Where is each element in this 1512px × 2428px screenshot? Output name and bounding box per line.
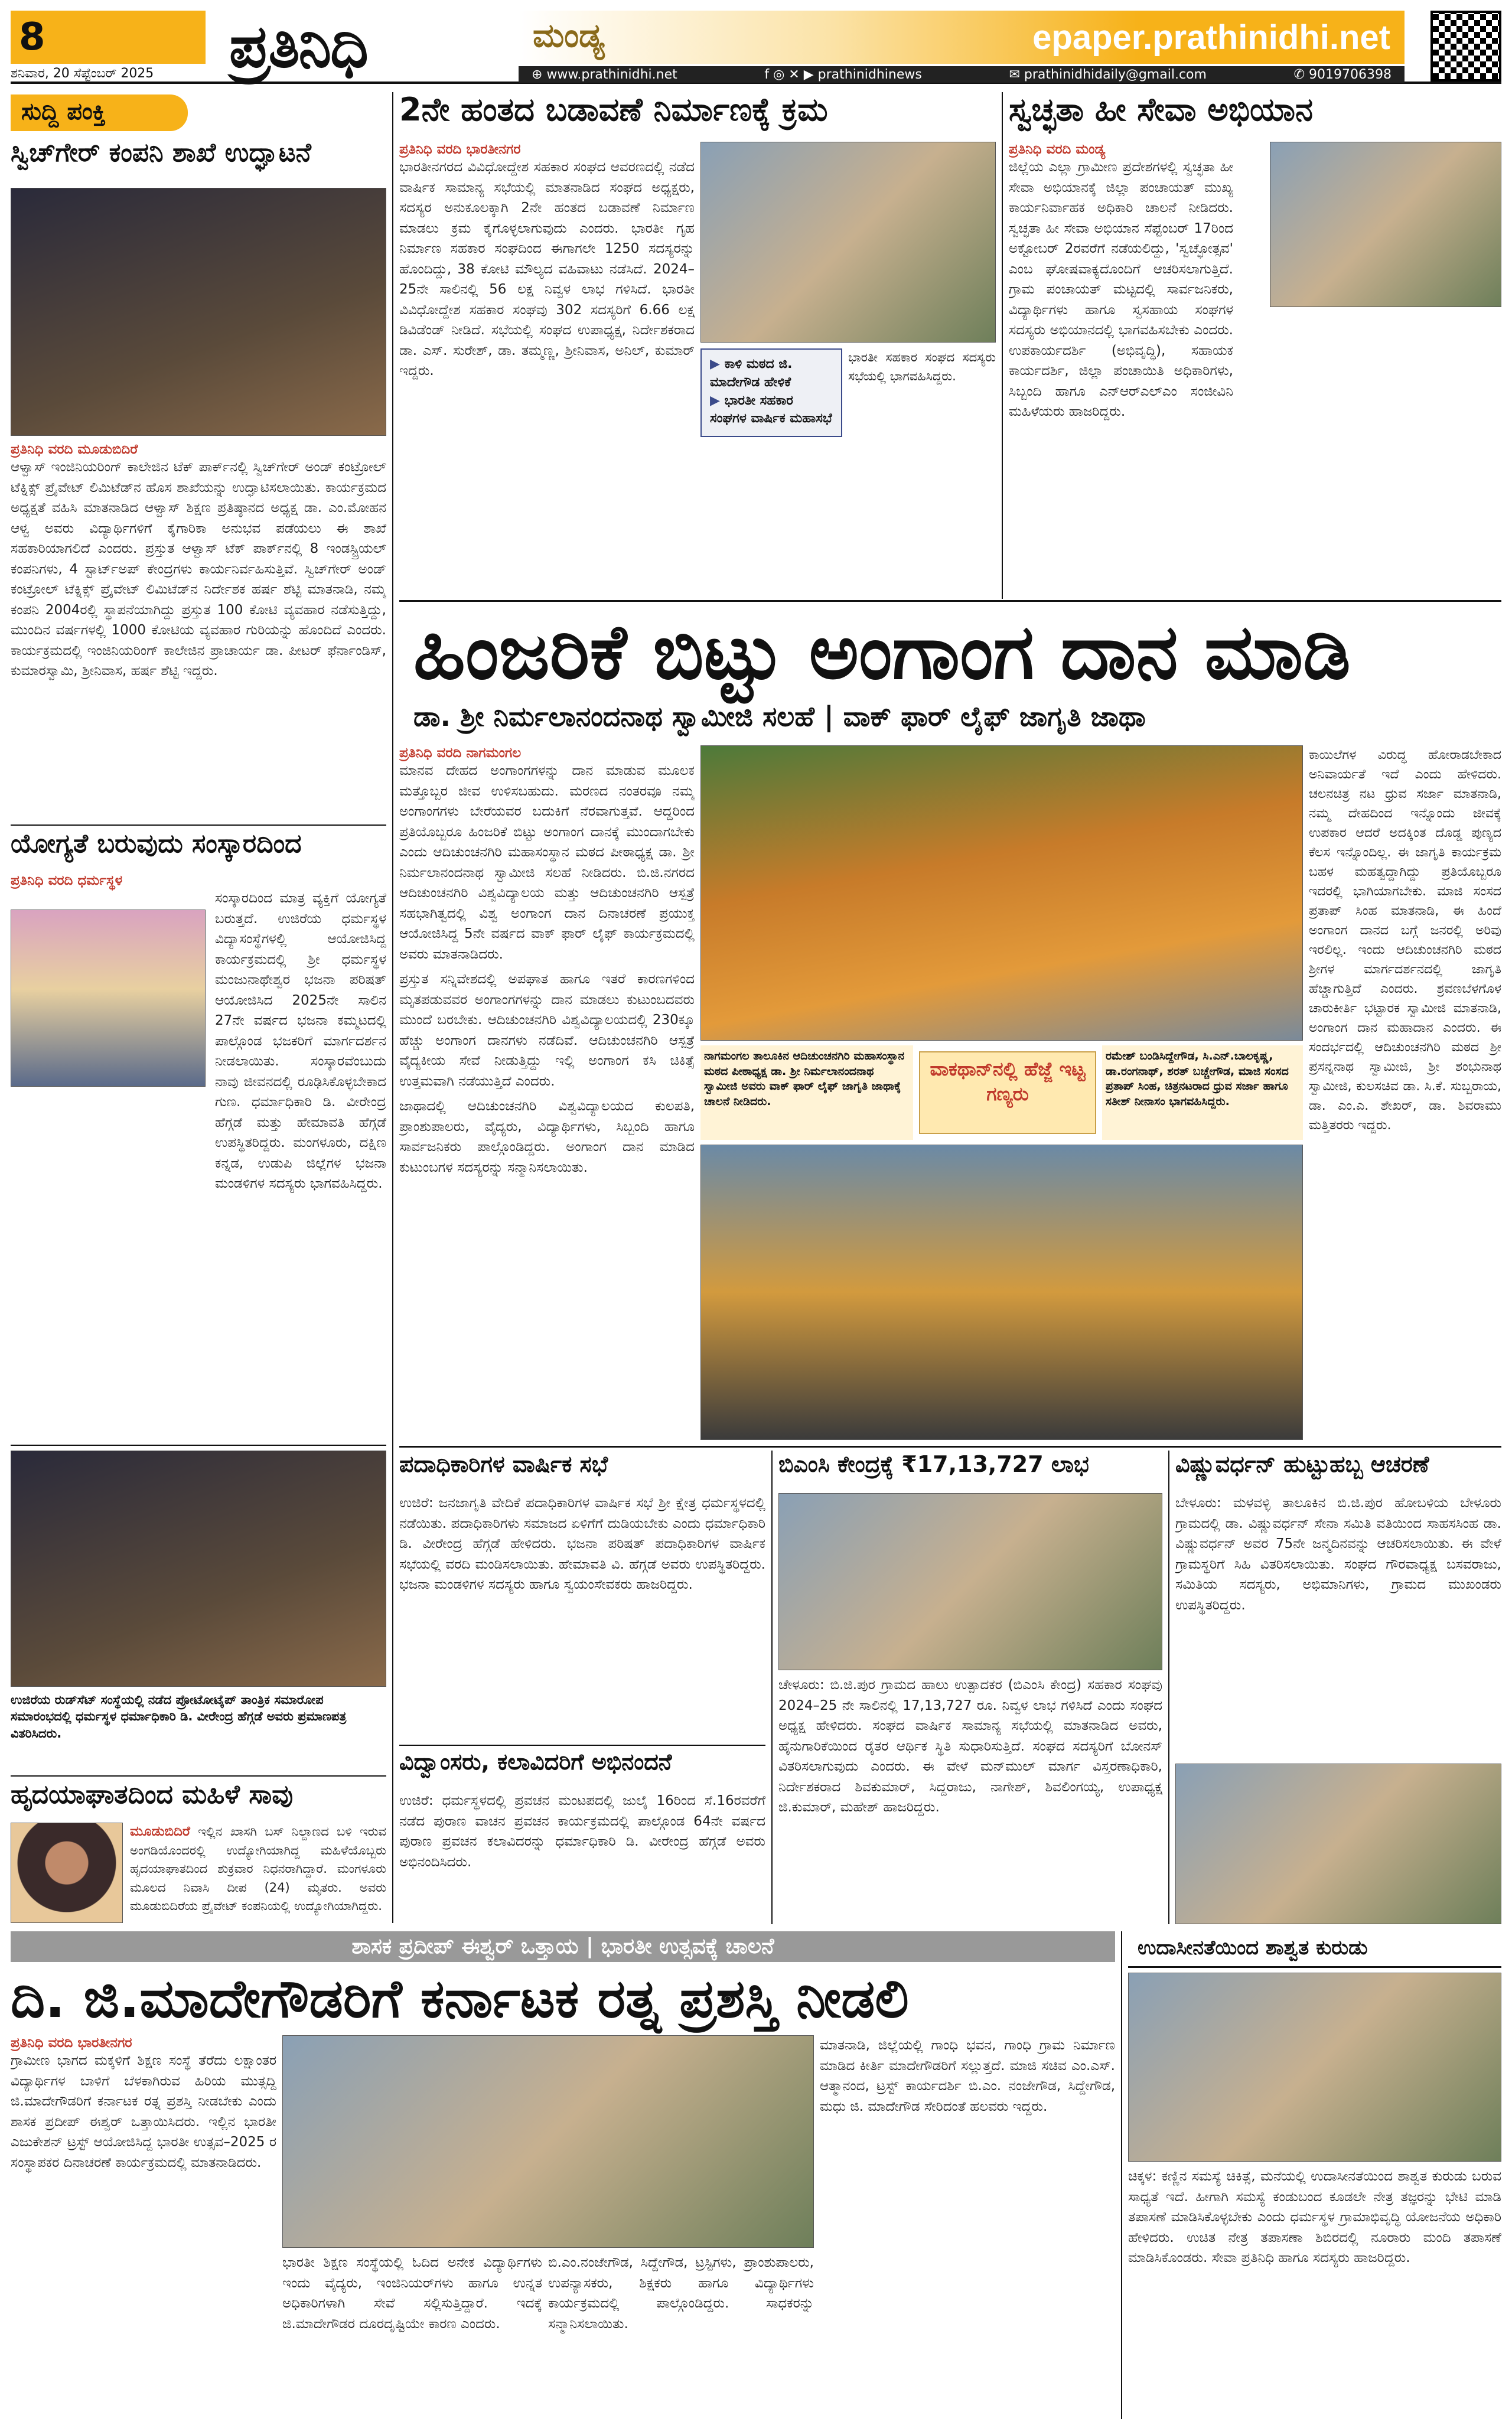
- social-icons: f ◎ ✕ ▶: [764, 67, 818, 82]
- newspaper-logo: ಪ್ರತಿನಿಧಿ: [229, 11, 367, 81]
- website-link[interactable]: ⊕ www.prathinidhi.net: [532, 67, 677, 82]
- story-yogyate-headline: ಯೋಗ್ಯತೆ ಬರುವುದು ಸಂಸ್ಕಾರದಿಂದ: [11, 829, 302, 859]
- issue-date: ಶನಿವಾರ, 20 ಸೆಪ್ಟೆಂಬರ್ 2025: [11, 66, 154, 81]
- bmc-meeting-photo: [778, 1493, 1162, 1670]
- lead-subheadline: ಡಾ. ಶ್ರೀ ನಿರ್ಮಲಾನಂದನಾಥ ಸ್ವಾಮೀಜಿ ಸಲಹೆ | ವಾಕ್ ಫಾರ್ ಲೈಫ್ ಜಾಗೃತಿ ಜಾಥಾ: [413, 700, 1146, 732]
- section-tag: ಸುದ್ದಿ ಪಂಕ್ತಿ: [11, 94, 188, 131]
- masthead: [11, 11, 1501, 84]
- column-rule: [392, 92, 393, 1923]
- divider: [11, 1445, 386, 1446]
- page-number: 8: [11, 11, 206, 64]
- lead-story-col1: ಪ್ರತಿನಿಧಿ ವರದಿ ನಾಗಮಂಗಲ ಮಾನವ ದೇಹದ ಅಂಗಾಂಗಗಳನ್ನು ದಾನ ಮಾಡುವ ಮೂಲಕ ಮತ್ತೊಬ್ಬರ ಜೀವ ಉಳಿಸಬಹುದು. ಮರಣದ ನಂತರವೂ ನಮ್ಮ ಅಂಗಾಂಗಗಳು ಬೇರೆಯವರ ಬದುಕಿಗೆ ನೆರವಾಗುತ್ತವೆ. ಆದ್ದರಿಂದ ಪ್ರತಿಯೊಬ್ಬರೂ ಹಿಂಜರಿಕೆ ಬಿಟ್ಟು ಅಂಗಾಂಗ ದಾನಕ್ಕೆ ಮುಂದಾಗಬೇಕು ಎಂದು ಆದಿಚುಂಚನಗಿರಿ ಮಹಾಸಂಸ್ಥಾನ ಮಠದ ಪೀಠಾಧ್ಯಕ್ಷ ಡಾ. ಶ್ರೀ ನಿರ್ಮಲಾನಂದನಾಥ ಸ್ವಾಮೀಜಿ ಸಲಹೆ ನೀಡಿದರು. ಬಿ.ಜಿ.ನಗರದ ಆದಿಚುಂಚನಗಿರಿ ವಿಶ್ವವಿದ್ಯಾಲಯ ಮತ್ತು ಆದಿಚುಂಚನಗಿರಿ ಆಸ್ಪತ್ರೆ ಸಹಭಾಗಿತ್ವದಲ್ಲಿ ವಿಶ್ವ ಅಂಗಾಂಗ ದಾನ ದಿನಾಚರಣೆ ಪ್ರಯುಕ್ತ ಆಯೋಜಿಸಿದ್ದ 5ನೇ ವರ್ಷದ ವಾಕ್ ಫಾರ್ ಲೈಫ್ ಕಾರ್ಯಕ್ರಮದಲ್ಲಿ ಅವರು ಮಾತನಾಡಿದರು. ಪ್ರಸ್ತುತ ಸನ್ನಿವೇಶದಲ್ಲಿ ಅಪಘಾತ ಹಾಗೂ ಇತರೆ ಕಾರಣಗಳಿಂದ ಮೃತಪಡುವವರ ಅಂಗಾಂಗಗಳನ್ನು ದಾನ ಮಾಡಲು ಕುಟುಂಬದವರು ಮುಂದೆ ಬರಬೇಕು. ಆದಿಚುಂಚನಗಿರಿ ವಿಶ್ವವಿದ್ಯಾಲಯದಲ್ಲಿ 230ಕ್ಕೂ ಹೆಚ್ಚು ಅಂಗಾಂಗ ದಾನಗಳು ನಡೆದಿವೆ. ಆದಿಚುಂಚನಗಿರಿ ಆಸ್ಪತ್ರೆ ವೈದ್ಯಕೀಯ ಸೇವೆ ನೀಡುತ್ತಿದ್ದು ಇಲ್ಲಿ ಅಂಗಾಂಗ ಕಸಿ ಚಿಕಿತ್ಸೆ ಉತ್ತಮವಾಗಿ ನಡೆಯುತ್ತಿದೆ ಎಂದರು. ಜಾಥಾದಲ್ಲಿ ಆದಿಚುಂಚನಗಿರಿ ವಿಶ್ವವಿದ್ಯಾಲಯದ ಕುಲಪತಿ, ಪ್ರಾಂಶುಪಾಲರು, ವೈದ್ಯರು, ವಿದ್ಯಾರ್ಥಿಗಳು, ಸಿಬ್ಬಂದಿ ಹಾಗೂ ಸಾರ್ವಜನಿಕರು ಪಾಲ್ಗೊಂಡಿದ್ದರು. ಅಂಗಾಂಗ ದಾನ ಮಾಡಿದ ಕುಟುಂಬಗಳ ಸದಸ್ಯರನ್ನು ಸನ್ಮಾನಿಸಲಾಯಿತು.: [399, 745, 695, 1175]
- column-rule: [1121, 1931, 1122, 2419]
- bottom-story-col2b: ಬಿ.ಎಂ.ನಂಜೇಗೌಡ, ಸಿದ್ದೇಗೌಡ, ಟ್ರಸ್ಟಿಗಳು, ಪ್ರಾಂಶುಪಾಲರು, ಉಪನ್ಯಾಸಕರು, ಶಿಕ್ಷಕರು ಹಾಗೂ ವಿದ್ಯಾರ್ಥಿಗಳು ಕಾರ್ಯಕ್ರಮದಲ್ಲಿ ಪಾಲ್ಗೊಂಡಿದ್ದರು. ಸಾಧಕರನ್ನು ಸನ್ಮಾನಿಸಲಾಯಿತು.: [548, 2255, 814, 2332]
- story-bmc: ಚೇಳೂರು: ಬಿ.ಜಿ.ಪುರ ಗ್ರಾಮದ ಹಾಲು ಉತ್ಪಾದಕರ (ಬಿಎಂಸಿ ಕೇಂದ್ರ) ಸಹಕಾರ ಸಂಘವು 2024–25 ನೇ ಸಾಲಿನಲ್ಲಿ 17,13,727 ರೂ. ನಿವ್ವಳ ಲಾಭ ಗಳಿಸಿದೆ ಎಂದು ಸಂಘದ ಅಧ್ಯಕ್ಷ ಹೇಳಿದರು. ಸಂಘದ ವಾರ್ಷಿಕ ಸಾಮಾನ್ಯ ಸಭೆಯಲ್ಲಿ ಮಾತನಾಡಿದ ಅವರು, ಹೈನುಗಾರಿಕೆಯಿಂದ ರೈತರ ಆರ್ಥಿಕ ಸ್ಥಿತಿ ಸುಧಾರಿಸುತ್ತಿದೆ. ಸಂಘದ ಸದಸ್ಯರಿಗೆ ಬೋನಸ್ ವಿತರಿಸಲಾಗುವುದು ಎಂದರು. ಈ ವೇಳೆ ಮನ್‌ಮುಲ್ ಮಾರ್ಗ ವಿಸ್ತರಣಾಧಿಕಾರಿ, ನಿರ್ದೇಶಕರಾದ ಶಿವಕುಮಾರ್, ಸಿದ್ದರಾಜು, ನಾಗೇಶ್, ಶಿವಲಿಂಗಯ್ಯ, ಉಪಾಧ್ಯಕ್ಷ ಜಿ.ಕುಮಾರ್, ಮಹೇಶ್ ಹಾಜರಿದ್ದರು.: [778, 1677, 1162, 1815]
- eye-camp-photo: [1128, 1973, 1501, 2162]
- story-layout-cont: ಭಾರತೀ ಸಹಕಾರ ಸಂಘದ ಸದಸ್ಯರು ಸಭೆಯಲ್ಲಿ ಭಾಗವಹಿಸಿದ್ದರು.: [848, 350, 996, 383]
- column-rule: [1168, 1451, 1169, 1924]
- rudset-caption: ಉಜಿರೆಯ ರುಡ್‌ಸೆಟ್ ಸಂಸ್ಥೆಯಲ್ಲಿ ನಡೆದ ಪ್ರೋಟೋಟೈಪ್ ತಾಂತ್ರಿಕ ಸಮಾರೋಪ ಸಮಾರಂಭದಲ್ಲಿ ಧರ್ಮಸ್ಥಳ ಧರ್ಮಾಧಿಕಾರಿ ಡಿ. ವೀರೇಂದ್ರ ಹೆಗ್ಗಡೆ ಅವರು ಪ್ರಮಾಣಪತ್ರ ವಿತರಿಸಿದರು.: [11, 1693, 347, 1741]
- divider: [399, 1446, 1501, 1448]
- epaper-url[interactable]: epaper.prathinidhi.net: [1032, 18, 1390, 57]
- column-rule: [771, 1451, 773, 1924]
- mail-icon: ✉: [1009, 67, 1024, 82]
- story-highlights: ▶ ಕಾಳಿ ಮಠದ ಜಿ. ಮಾದೇಗೌಡ ಹೇಳಿಕೆ ▶ ಭಾರತೀ ಸಹಕಾರ ಸಂಘಗಳ ವಾರ್ಷಿಕ ಮಹಾಸಭೆ: [700, 348, 842, 437]
- story-annual-meet-headline: ಪದಾಧಿಕಾರಿಗಳ ವಾರ್ಷಿಕ ಸಭೆ: [399, 1452, 608, 1477]
- lead-headline: ಹಿಂಜರಿಕೆ ಬಿಟ್ಟು ಅಂಗಾಂಗ ದಾನ ಮಾಡಿ: [413, 608, 1351, 696]
- story-vishnuvardhan: ಬೇಳೂರು: ಮಳವಳ್ಳಿ ತಾಲೂಕಿನ ಬಿ.ಜಿ.ಪುರ ಹೋಬಳಿಯ ಬೇಳೂರು ಗ್ರಾಮದಲ್ಲಿ ಡಾ. ವಿಷ್ಣುವರ್ಧನ್ ಸೇನಾ ಸಮಿತಿ ವತಿಯಿಂದ ಸಾಹಸಸಿಂಹ ಡಾ. ವಿಷ್ಣುವರ್ಧನ್ ಅವರ 75ನೇ ಜನ್ಮದಿನವನ್ನು ಆಚರಿಸಲಾಯಿತು. ಈ ವೇಳೆ ಗ್ರಾಮಸ್ಥರಿಗೆ ಸಿಹಿ ವಿತರಿಸಲಾಯಿತು. ಸಂಘದ ಗೌರವಾಧ್ಯಕ್ಷ ಬಸವರಾಜು, ಸಮಿತಿಯ ಸದಸ್ಯರು, ಅಭಿಮಾನಿಗಳು, ಗ್ರಾಮದ ಮುಖಂಡರು ಉಪಸ್ಥಿತರಿದ್ದರು.: [1175, 1495, 1501, 1613]
- bottom-story-col1: ಪ್ರತಿನಿಧಿ ವರದಿ ಭಾರತೀನಗರ ಗ್ರಾಮೀಣ ಭಾಗದ ಮಕ್ಕಳಿಗೆ ಶಿಕ್ಷಣ ಸಂಸ್ಥೆ ತೆರೆದು ಲಕ್ಷಾಂತರ ವಿದ್ಯಾರ್ಥಿಗಳ ಬಾಳಿಗೆ ಬೆಳಕಾಗಿರುವ ಹಿರಿಯ ಮುತ್ಸದ್ದಿ ಜಿ.ಮಾದೇಗೌಡರಿಗೆ ಕರ್ನಾಟಕ ರತ್ನ ಪ್ರಶಸ್ತಿ ನೀಡಬೇಕು ಎಂದು ಶಾಸಕ ಪ್ರದೀಪ್ ಈಶ್ವರ್ ಒತ್ತಾಯಿಸಿದರು. ಇಲ್ಲಿನ ಭಾರತೀ ಎಜುಕೇಶನ್ ಟ್ರಸ್ಟ್ ಆಯೋಜಿಸಿದ್ದ ಭಾರತೀ ಉತ್ಸವ–2025 ರ ಸಂಸ್ಥಾಪಕರ ದಿನಾಚರಣೆ ಕಾರ್ಯಕ್ರಮದಲ್ಲಿ ಮಾತನಾಡಿದರು.: [11, 2035, 276, 2170]
- divider: [11, 824, 386, 826]
- story-yogyate: ಪ್ರತಿನಿಧಿ ವರದಿ ಧರ್ಮಸ್ಥಳ ಸಂಸ್ಕಾರದಿಂದ ಮಾತ್ರ ವ್ಯಕ್ತಿಗೆ ಯೋಗ್ಯತೆ ಬರುತ್ತದೆ. ಉಜಿರೆಯ ಧರ್ಮಸ್ಥಳ ವಿದ್ಯಾಸಂಸ್ಥೆಗಳಲ್ಲಿ ಆಯೋಜಿಸಿದ್ದ ಕಾರ್ಯಕ್ರಮದಲ್ಲಿ ಶ್ರೀ ಧರ್ಮಸ್ಥಳ ಮಂಜುನಾಥೇಶ್ವರ ಭಜನಾ ಪರಿಷತ್ ಆಯೋಜಿಸಿದ 2025ನೇ ಸಾಲಿನ 27ನೇ ವರ್ಷದ ಭಜನಾ ಕಮ್ಮಟದಲ್ಲಿ ಪಾಲ್ಗೊಂಡ ಭಜಕರಿಗೆ ಮಾರ್ಗದರ್ಶನ ನೀಡಲಾಯಿತು. ಸಂಸ್ಕಾರವೆಂಬುದು ನಾವು ಜೀವನದಲ್ಲಿ ರೂಢಿಸಿಕೊಳ್ಳಬೇಕಾದ ಗುಣ. ಧರ್ಮಾಧಿಕಾರಿ ಡಿ. ವೀರೇಂದ್ರ ಹೆಗ್ಗಡೆ ಮತ್ತು ಹೇಮಾವತಿ ಹೆಗ್ಗಡೆ ಉಪಸ್ಥಿತರಿದ್ದರು. ಮಂಗಳೂರು, ದಕ್ಷಿಣ ಕನ್ನಡ, ಉಡುಪಿ ಜಿಲ್ಲೆಗಳ ಭಜನಾ ಮಂಡಳಿಗಳ ಸದಸ್ಯರು ಭಾಗವಹಿಸಿದ್ದರು.: [11, 873, 386, 1191]
- divider: [11, 1775, 386, 1777]
- lead-story-col3: ಕಾಯಿಲೆಗಳ ವಿರುದ್ಧ ಹೋರಾಡಬೇಕಾದ ಅನಿವಾರ್ಯತೆ ಇದೆ ಎಂದು ಹೇಳಿದರು. ಚಲನಚಿತ್ರ ನಟ ಧ್ರುವ ಸರ್ಜಾ ಮಾತನಾಡಿ, ನಮ್ಮ ದೇಹದಿಂದ ಇನ್ನೊಂದು ಜೀವಕ್ಕೆ ಉಪಕಾರ ಆದರೆ ಅದಕ್ಕಿಂತ ದೊಡ್ಡ ಪುಣ್ಯದ ಕೆಲಸ ಇನ್ನೊಂದಿಲ್ಲ. ಈ ಜಾಗೃತಿ ಕಾರ್ಯಕ್ರಮ ಬಹಳ ಮಹತ್ವದ್ದಾಗಿದ್ದು ಪ್ರತಿಯೊಬ್ಬರೂ ಇದರಲ್ಲಿ ಭಾಗಿಯಾಗಬೇಕು. ಮಾಜಿ ಸಂಸದ ಪ್ರತಾಪ್ ಸಿಂಹ ಮಾತನಾಡಿ, ಈ ಹಿಂದೆ ಅಂಗಾಂಗ ದಾನದ ಬಗ್ಗೆ ಜನರಲ್ಲಿ ಅರಿವು ಇರಲಿಲ್ಲ. ಇಂದು ಆದಿಚುಂಚನಗಿರಿ ಮಠದ ಶ್ರೀಗಳ ಮಾರ್ಗದರ್ಶನದಲ್ಲಿ ಜಾಗೃತಿ ಹೆಚ್ಚಾಗುತ್ತಿದೆ ಎಂದರು. ಶ್ರವಣಬೆಳಗೊಳ ಚಾರುಕೀರ್ತಿ ಭಟ್ಟಾರಕ ಸ್ವಾಮೀಜಿ ಮಾತನಾಡಿ, ಅಂಗಾಂಗ ದಾನ ಮಹಾದಾನ ಎಂದರು. ಈ ಸಂದರ್ಭದಲ್ಲಿ ಆದಿಚುಂಚನಗಿರಿ ಮಠದ ಶ್ರೀ ಪ್ರಸನ್ನನಾಥ ಸ್ವಾಮೀಜಿ, ಶ್ರೀ ಶಂಭುನಾಥ ಸ್ವಾಮೀಜಿ, ಕುಲಸಚಿವ ಡಾ. ಸಿ.ಕೆ. ಸುಬ್ಬರಾಯ, ಡಾ. ಎಂ.ಎ. ಶೇಖರ್, ಡಾ. ಶಿವರಾಮು ಮತ್ತಿತರರು ಇದ್ದರು.: [1309, 748, 1501, 1133]
- bharati-utsav-photo: [282, 2035, 814, 2248]
- edition-name: ಮಂಡ್ಯ: [533, 17, 605, 55]
- bottom-headline: ದಿ. ಜಿ.ಮಾದೇಗೌಡರಿಗೆ ಕರ್ನಾಟಕ ರತ್ನ ಪ್ರಶಸ್ತಿ ನೀಡಲಿ: [11, 1968, 909, 2030]
- story-switchgear-headline: ಸ್ವಿಚ್‌ಗೇರ್ ಕಂಪನಿ ಶಾಖೆ ಉದ್ಘಾಟನೆ: [11, 138, 311, 168]
- bottom-story-col3: ಮಾತನಾಡಿ, ಜಿಲ್ಲೆಯಲ್ಲಿ ಗಾಂಧಿ ಭವನ, ಗಾಂಧಿ ಗ್ರಾಮ ನಿರ್ಮಾಣ ಮಾಡಿದ ಕೀರ್ತಿ ಮಾದೇಗೌಡರಿಗೆ ಸಲ್ಲುತ್ತದೆ. ಮಾಜಿ ಸಚಿವ ಎಂ.ಎಸ್. ಆತ್ಮಾನಂದ, ಟ್ರಸ್ಟ್ ಕಾರ್ಯದರ್ಶಿ ಬಿ.ಎಂ. ನಂಜೇಗೌಡ, ಸಿದ್ದೇಗೌಡ, ಮಧು ಜಿ. ಮಾದೇಗೌಡ ಸೇರಿದಂತೆ ಹಲವರು ಇದ್ದರು.: [820, 2038, 1115, 2114]
- story-scholars: ಉಜಿರೆ: ಧರ್ಮಸ್ಥಳದಲ್ಲಿ ಪ್ರವಚನ ಮಂಟಪದಲ್ಲಿ ಜುಲೈ 16ರಿಂದ ಸೆ.16ರವರೆಗೆ ನಡೆದ ಪುರಾಣ ವಾಚನ ಪ್ರವಚನ ಕಾರ್ಯಕ್ರಮದಲ್ಲಿ ಪಾಲ್ಗೊಂಡ 64ನೇ ವರ್ಷದ ಪುರಾಣ ಪ್ರವಚನ ಕಲಾವಿದರನ್ನು ಧರ್ಮಾಧಿಕಾರಿ ಡಿ. ವೀರೇಂದ್ರ ಹೆಗ್ಗಡೆ ಅವರು ಅಭಿನಂದಿಸಿದರು.: [399, 1793, 765, 1870]
- bottom-story-col2: ಭಾರತೀ ಶಿಕ್ಷಣ ಸಂಸ್ಥೆಯಲ್ಲಿ ಓದಿದ ಅನೇಕ ವಿದ್ಯಾರ್ಥಿಗಳು ಇಂದು ವೈದ್ಯರು, ಇಂಜಿನಿಯರ್‌ಗಳು ಹಾಗೂ ಉನ್ನತ ಅಧಿಕಾರಿಗಳಾಗಿ ಸೇವೆ ಸಲ್ಲಿಸುತ್ತಿದ್ದಾರೆ. ಇದಕ್ಕೆ ಜಿ.ಮಾದೇಗೌಡರ ದೂರದೃಷ್ಟಿಯೇ ಕಾರಣ ಎಂದರು.: [282, 2255, 542, 2332]
- qr-code[interactable]: [1430, 11, 1501, 82]
- story-swachhata: ಪ್ರತಿನಿಧಿ ವರದಿ ಮಂಡ್ಯ ಜಿಲ್ಲೆಯ ಎಲ್ಲಾ ಗ್ರಾಮೀಣ ಪ್ರದೇಶಗಳಲ್ಲಿ ಸ್ವಚ್ಛತಾ ಹೀ ಸೇವಾ ಅಭಿಯಾನಕ್ಕೆ ಜಿಲ್ಲಾ ಪಂಚಾಯತ್ ಮುಖ್ಯ ಕಾರ್ಯನಿರ್ವಾಹಕ ಅಧಿಕಾರಿ ಚಾಲನೆ ನೀಡಿದರು. ಸ್ವಚ್ಛತಾ ಹೀ ಸೇವಾ ಅಭಿಯಾನ ಸೆಪ್ಟೆಂಬರ್ 17ರಿಂದ ಅಕ್ಟೋಬರ್ 2ರವರೆಗೆ ನಡೆಯಲಿದ್ದು, 'ಸ್ವಚ್ಛೋತ್ಸವ' ಎಂಬ ಘೋಷವಾಕ್ಯದೊಂದಿಗೆ ಆಚರಿಸಲಾಗುತ್ತಿದೆ. ಗ್ರಾಮ ಪಂಚಾಯತ್ ಮಟ್ಟದಲ್ಲಿ ಸಾರ್ವಜನಿಕರು, ವಿದ್ಯಾರ್ಥಿಗಳು ಹಾಗೂ ಸ್ವಸಹಾಯ ಸಂಘಗಳ ಸದಸ್ಯರು ಅಭಿಯಾನದಲ್ಲಿ ಭಾಗವಹಿಸಬೇಕು ಎಂದರು. ಉಪಕಾರ್ಯದರ್ಶಿ (ಅಭಿವೃದ್ಧಿ), ಸಹಾಯಕ ಕಾರ್ಯದರ್ಶಿ, ಜಿಲ್ಲಾ ಪಂಚಾಯಿತಿ ಅಧಿಕಾರಿಗಳು, ಸಿಬ್ಬಂದಿ ಹಾಗೂ ಎನ್‌ಆರ್‌ಎಲ್‌ಎಂ ಸಂಜೀವಿನಿ ಮಹಿಳೆಯರು ಹಾಜರಿದ್ದರು.: [1009, 142, 1233, 419]
- rudset-ceremony-photo: [11, 1451, 386, 1687]
- story-swachhata-headline: ಸ್ವಚ್ಛತಾ ಹೀ ಸೇವಾ ಅಭಿಯಾನ: [1009, 92, 1314, 128]
- divider: [399, 600, 1501, 602]
- phone-number: ✆ 9019706398: [1293, 67, 1392, 82]
- story-bmc-headline: ಬಿಎಂಸಿ ಕೇಂದ್ರಕ್ಕೆ ₹17,13,727 ಲಾಭ: [778, 1452, 1089, 1477]
- cooperative-meeting-photo: [700, 142, 996, 343]
- edition-bar: [519, 11, 1405, 64]
- deceased-woman-photo: [11, 1823, 123, 1923]
- contact-row: [519, 66, 1405, 83]
- story-eye-headline: ಉದಾಸೀನತೆಯಿಂದ ಶಾಶ್ವತ ಕುರುಡು: [1128, 1931, 1501, 1968]
- story-annual-meet: ಉಜಿರೆ: ಜನಜಾಗೃತಿ ವೇದಿಕೆ ಪದಾಧಿಕಾರಿಗಳ ವಾರ್ಷಿಕ ಸಭೆ ಶ್ರೀ ಕ್ಷೇತ್ರ ಧರ್ಮಸ್ಥಳದಲ್ಲಿ ನಡೆಯಿತು. ಪದಾಧಿಕಾರಿಗಳು ಸಮಾಜದ ಏಳಿಗೆಗೆ ದುಡಿಯಬೇಕು ಎಂದು ಧರ್ಮಾಧಿಕಾರಿ ಡಿ. ವೀರೇಂದ್ರ ಹೆಗ್ಗಡೆ ಹೇಳಿದರು. ಭಜನಾ ಪರಿಷತ್ ಪದಾಧಿಕಾರಿಗಳ ವಾರ್ಷಿಕ ಸಭೆಯಲ್ಲಿ ವರದಿ ಮಂಡಿಸಲಾಯಿತು. ಹೇಮಾವತಿ ವಿ. ಹೆಗ್ಗಡೆ ಅವರು ಉಪಸ್ಥಿತರಿದ್ದರು. ಭಜನಾ ಮಂಡಳಿಗಳ ಸದಸ್ಯರು ಹಾಗೂ ಸ್ವಯಂಸೇವಕರು ಹಾಜರಿದ್ದರು.: [399, 1495, 765, 1592]
- story-layout: ಪ್ರತಿನಿಧಿ ವರದಿ ಭಾರತೀನಗರ ಭಾರತೀನಗರದ ವಿವಿಧೋದ್ದೇಶ ಸಹಕಾರ ಸಂಘದ ಆವರಣದಲ್ಲಿ ನಡೆದ ವಾರ್ಷಿಕ ಸಾಮಾನ್ಯ ಸಭೆಯಲ್ಲಿ ಮಾತನಾಡಿದ ಸಂಘದ ಅಧ್ಯಕ್ಷರು, ಸದಸ್ಯರ ಅನುಕೂಲಕ್ಕಾಗಿ 2ನೇ ಹಂತದ ಬಡಾವಣೆ ನಿರ್ಮಾಣ ಮಾಡಲು ಕ್ರಮ ಕೈಗೊಳ್ಳಲಾಗುವುದು ಎಂದರು. ಭಾರತೀ ಗೃಹ ನಿರ್ಮಾಣ ಸಹಕಾರ ಸಂಘದಿಂದ ಈಗಾಗಲೇ 1250 ಸದಸ್ಯರನ್ನು ಹೊಂದಿದ್ದು, 38 ಕೋಟಿ ಮೌಲ್ಯದ ವಹಿವಾಟು ನಡೆಸಿದೆ. 2024–25ನೇ ಸಾಲಿನಲ್ಲಿ 56 ಲಕ್ಷ ನಿವ್ವಳ ಲಾಭ ಗಳಿಸಿದೆ. ಭಾರತೀ ವಿವಿಧೋದ್ದೇಶ ಸಹಕಾರ ಸಂಘವು 302 ಸದಸ್ಯರಿಗೆ 6.66 ಲಕ್ಷ ಡಿವಿಡೆಂಡ್ ನೀಡಿದೆ. ಸಭೆಯಲ್ಲಿ ಸಂಘದ ಉಪಾಧ್ಯಕ್ಷ, ನಿರ್ದೇಶಕರಾದ ಡಾ. ಎಸ್. ಸುರೇಶ್, ಡಾ. ತಮ್ಮಣ್ಣ, ಶ್ರೀನಿವಾಸ, ಅನಿಲ್, ಕುಮಾರ್ ಇದ್ದರು.: [399, 142, 695, 379]
- lead-caption-left: ನಾಗಮಂಗಲ ತಾಲೂಕಿನ ಆದಿಚುಂಚನಗಿರಿ ಮಹಾಸಂಸ್ಥಾನ ಮಠದ ಪೀಠಾಧ್ಯಕ್ಷ ಡಾ. ಶ್ರೀ ನಿರ್ಮಲಾನಂದನಾಥ ಸ್ವಾಮೀಜಿ ಅವರು ವಾಕ್ ಫಾರ್ ಲೈಫ್ ಜಾಗೃತಿ ಜಾಥಾಕ್ಕೆ ಚಾಲನೆ ನೀಡಿದರು.: [700, 1045, 913, 1140]
- story-vishnuvardhan-headline: ವಿಷ್ಣುವರ್ಧನ್ ಹುಟ್ಟುಹಬ್ಬ ಆಚರಣೆ: [1175, 1452, 1429, 1477]
- walkathon-swamiji-photo: [700, 745, 1303, 1041]
- social-handle[interactable]: f ◎ ✕ ▶ prathinidhinews: [764, 67, 922, 82]
- divider: [399, 1745, 765, 1746]
- email-link[interactable]: ✉ prathinidhidaily@gmail.com: [1009, 67, 1207, 82]
- birthday-celebration-photo: [1175, 1764, 1501, 1924]
- story-switchgear: ಪ್ರತಿನಿಧಿ ವರದಿ ಮೂಡುಬಿದಿರೆ ಆಳ್ವಾಸ್ ಇಂಜಿನಿಯರಿಂಗ್ ಕಾಲೇಜಿನ ಟೆಕ್ ಪಾರ್ಕ್‌ನಲ್ಲಿ ಸ್ವಿಚ್‌ಗೇರ್ ಅಂಡ್ ಕಂಟ್ರೋಲ್ ಟೆಕ್ನಿಕ್ಸ್ ಪ್ರೈವೇಟ್ ಲಿಮಿಟೆಡ್‌ನ ಹೊಸ ಶಾಖೆಯನ್ನು ಉದ್ಘಾಟಿಸಲಾಯಿತು. ಕಾರ್ಯಕ್ರಮದ ಅಧ್ಯಕ್ಷತೆ ವಹಿಸಿ ಮಾತನಾಡಿದ ಆಳ್ವಾಸ್ ಶಿಕ್ಷಣ ಪ್ರತಿಷ್ಠಾನದ ಅಧ್ಯಕ್ಷ ಡಾ. ಎಂ.ಮೋಹನ ಆಳ್ವ ಅವರು ವಿದ್ಯಾರ್ಥಿಗಳಿಗೆ ಕೈಗಾರಿಕಾ ಅನುಭವ ಪಡೆಯಲು ಈ ಶಾಖೆ ಸಹಕಾರಿಯಾಗಲಿದೆ ಎಂದರು. ಪ್ರಸ್ತುತ ಆಳ್ವಾಸ್ ಟೆಕ್ ಪಾರ್ಕ್‌ನಲ್ಲಿ 8 ಇಂಡಸ್ಟ್ರಿಯಲ್ ಕಂಪನಿಗಳು, 4 ಸ್ಟಾರ್ಟ್‌ಅಪ್ ಕೇಂದ್ರಗಳು ಕಾರ್ಯನಿರ್ವಹಿಸುತ್ತಿವೆ. ಸ್ವಿಚ್‌ಗೇರ್ ಅಂಡ್ ಕಂಟ್ರೋಲ್ ಟೆಕ್ನಿಕ್ಸ್ ಪ್ರೈವೇಟ್ ಲಿಮಿಟೆಡ್‌ನ ನಿರ್ದೇಶಕ ಹರ್ಷ ಶೆಟ್ಟಿ ಮಾತನಾಡಿ, ನಮ್ಮ ಕಂಪನಿ 2004ರಲ್ಲಿ ಸ್ಥಾಪನೆಯಾಗಿದ್ದು ಪ್ರಸ್ತುತ 100 ಕೋಟಿ ವ್ಯವಹಾರ ನಡೆಸುತ್ತಿದ್ದು, ಮುಂದಿನ ವರ್ಷಗಳಲ್ಲಿ 1000 ಕೋಟಿಯ ವ್ಯವಹಾರ ಗುರಿಯನ್ನು ಹೊಂದಿದೆ ಎಂದರು. ಕಾರ್ಯಕ್ರಮದಲ್ಲಿ ಇಂಜಿನಿಯರಿಂಗ್ ಕಾಲೇಜಿನ ಪ್ರಾಚಾರ್ಯ ಡಾ. ಪೀಟರ್ ಫೆರ್ನಾಂಡಿಸ್, ಕುಮಾರಸ್ವಾಮಿ, ಶ್ರೀನಿವಾಸ, ಹರ್ಷ ಶೆಟ್ಟಿ ಇದ್ದರು.: [11, 442, 386, 679]
- walkathon-crowd-photo: [700, 1145, 1303, 1440]
- phone-icon: ✆: [1293, 67, 1309, 82]
- story-layout-headline: 2ನೇ ಹಂತದ ಬಡಾವಣೆ ನಿರ್ಮಾಣಕ್ಕೆ ಕ್ರಮ: [399, 92, 828, 128]
- switchgear-inauguration-photo: [11, 188, 386, 436]
- globe-icon: ⊕: [532, 67, 547, 82]
- story-heart-attack: ಮೂಡುಬಿದಿರೆ ಇಲ್ಲಿನ ಖಾಸಗಿ ಬಸ್ ನಿಲ್ದಾಣದ ಬಳಿ ಇರುವ ಅಂಗಡಿಯೊಂದರಲ್ಲಿ ಉದ್ಯೋಗಿಯಾಗಿದ್ದ ಮಹಿಳೆಯೊಬ್ಬರು ಹೃದಯಾಘಾತದಿಂದ ಶುಕ್ರವಾರ ನಿಧನರಾಗಿದ್ದಾರೆ. ಮಂಗಳೂರು ಮೂಲದ ನಿವಾಸಿ ದೀಪ (24) ಮೃತರು. ಅವರು ಮೂಡುಬಿದಿರೆಯ ಪ್ರೈವೇಟ್ ಕಂಪನಿಯಲ್ಲಿ ಉದ್ಯೋಗಿಯಾಗಿದ್ದರು.: [130, 1824, 386, 1913]
- pull-quote: ವಾಕಥಾನ್‌ನಲ್ಲಿ ಹೆಜ್ಜೆ ಇಟ್ಟ ಗಣ್ಯರು: [919, 1051, 1096, 1134]
- bottom-strapline: ಶಾಸಕ ಪ್ರದೀಪ್ ಈಶ್ವರ್ ಒತ್ತಾಯ | ಭಾರತೀ ಉತ್ಸವಕ್ಕೆ ಚಾಲನೆ: [11, 1931, 1115, 1962]
- story-eye: ಚಿಕ್ಕಳ: ಕಣ್ಣಿನ ಸಮಸ್ಯೆ ಚಿಕಿತ್ಸೆ, ಮನೆಯಲ್ಲಿ ಉದಾಸೀನತೆಯಿಂದ ಶಾಶ್ವತ ಕುರುಡು ಬರುವ ಸಾಧ್ಯತೆ ಇದೆ. ಹೀಗಾಗಿ ಸಮಸ್ಯೆ ಕಂಡುಬಂದ ಕೂಡಲೇ ನೇತ್ರ ತಜ್ಞರನ್ನು ಭೇಟಿ ಮಾಡಿ ತಪಾಸಣೆ ಮಾಡಿಸಿಕೊಳ್ಳಬೇಕು ಎಂದು ಧರ್ಮಸ್ಥಳ ಗ್ರಾಮಾಭಿವೃದ್ಧಿ ಯೋಜನೆಯ ಅಧಿಕಾರಿ ಹೇಳಿದರು. ಉಚಿತ ನೇತ್ರ ತಪಾಸಣಾ ಶಿಬಿರದಲ್ಲಿ ನೂರಾರು ಮಂದಿ ತಪಾಸಣೆ ಮಾಡಿಸಿಕೊಂಡರು. ಸೇವಾ ಪ್ರತಿನಿಧಿ ಹಾಗೂ ಸದಸ್ಯರು ಹಾಜರಿದ್ದರು.: [1128, 2169, 1501, 2266]
- column-rule: [1002, 92, 1003, 599]
- story-scholars-headline: ವಿದ್ವಾಂಸರು, ಕಲಾವಿದರಿಗೆ ಅಭಿನಂದನೆ: [399, 1749, 672, 1775]
- lead-caption-right: ರಮೇಶ್ ಬಂಡಿಸಿದ್ದೇಗೌಡ, ಸಿ.ಎನ್.ಬಾಲಕೃಷ್ಣ, ಡಾ.ರಂಗನಾಥ್, ಶರತ್ ಬಚ್ಚೇಗೌಡ, ಮಾಜಿ ಸಂಸದ ಪ್ರತಾಪ್ ಸಿಂಹ, ಚಿತ್ರನಟರಾದ ಧ್ರುವ ಸರ್ಜಾ ಹಾಗೂ ಸತೀಶ್ ನೀನಾಸಂ ಭಾಗವಹಿಸಿದ್ದರು.: [1102, 1045, 1303, 1140]
- story-heart-attack-headline: ಹೃದಯಾಘಾತದಿಂದ ಮಹಿಳೆ ಸಾವು: [11, 1780, 294, 1810]
